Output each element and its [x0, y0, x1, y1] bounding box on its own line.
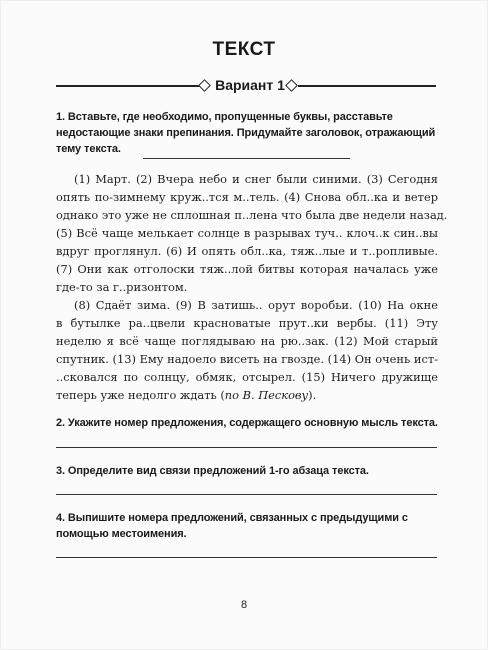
passage-line: вдруг проглянул. (6) И опять обл..ка, тяж..лые и т..ропливые.: [56, 244, 438, 258]
task-3-instruction: 3. Определите вид связи предложений 1-го абзаца текста.: [56, 465, 369, 477]
passage-line-text: теперь уже недолго ждать (: [56, 388, 225, 402]
diamond-ornament-icon: [198, 79, 211, 92]
variant-label: Вариант 1: [215, 77, 285, 93]
task-4-instruction: 4. Выпишите номера предложений, связанных с предыдущими с помощью местоимения.: [56, 512, 408, 540]
variant-divider: [56, 76, 436, 96]
task-2-instruction: 2. Укажите номер предложения, содержащего основную мысль текста.: [56, 417, 438, 429]
divider-rule-right: [298, 85, 436, 87]
task-1-instruction: 1. Вставьте, где необходимо, пропущенные буквы, расставьте недостающие знаки препинания. Придумайте заголовок, отражающий тему текста.: [56, 111, 436, 155]
page-number: 8: [240, 599, 248, 611]
passage-line: в бутылке ра..цвели красноватые прут..ки вербы. (11) Эту: [56, 316, 438, 330]
passage-line: неделю я всё чаще поглядываю на рю..зак. (12) Мой старый: [56, 334, 438, 348]
passage-line: где-то за г..ризонтом.: [56, 280, 188, 294]
passage-line: спутник. (13) Ему надоело висеть на гвозде. (14) Он очень ист-: [56, 352, 438, 366]
passage-line: ..сковался по солнцу, обмяк, отсырел. (15) Ничего дружище: [56, 370, 438, 384]
passage-line: (8) Сдаёт зима. (9) В затишь.. орут воробьи. (10) На окне: [74, 298, 438, 312]
title-answer-line[interactable]: [143, 158, 350, 159]
passage-last-line: [56, 386, 438, 404]
passage-paragraph-2: [56, 296, 438, 404]
task-3-answer-line[interactable]: [56, 494, 437, 495]
task-4-answer-line[interactable]: [56, 557, 437, 558]
passage-line: (1) Март. (2) Вчера небо и снег были синими. (3) Сегодня: [74, 172, 438, 186]
passage-line: (7) Они как отголоски тяж..лой битвы которая началась уже: [56, 262, 438, 276]
passage-line: (5) Всё чаще мелькает солнце в разрывах туч.. клоч..к син..вы: [56, 226, 438, 240]
passage-line: однако это уже не сплошная п..лена что была две недели назад.: [56, 208, 448, 222]
page-title: ТЕКСТ: [212, 39, 276, 60]
passage-source: по В. Пескову: [224, 388, 309, 402]
passage-source-close: ).: [308, 388, 317, 402]
task-2-answer-line[interactable]: [56, 447, 437, 448]
divider-rule-left: [56, 85, 202, 87]
passage-paragraph-1: [56, 170, 448, 296]
passage-line: опять по-зимнему круж..тся м..тель. (4) Снова обл..ка и ветер: [56, 190, 438, 204]
